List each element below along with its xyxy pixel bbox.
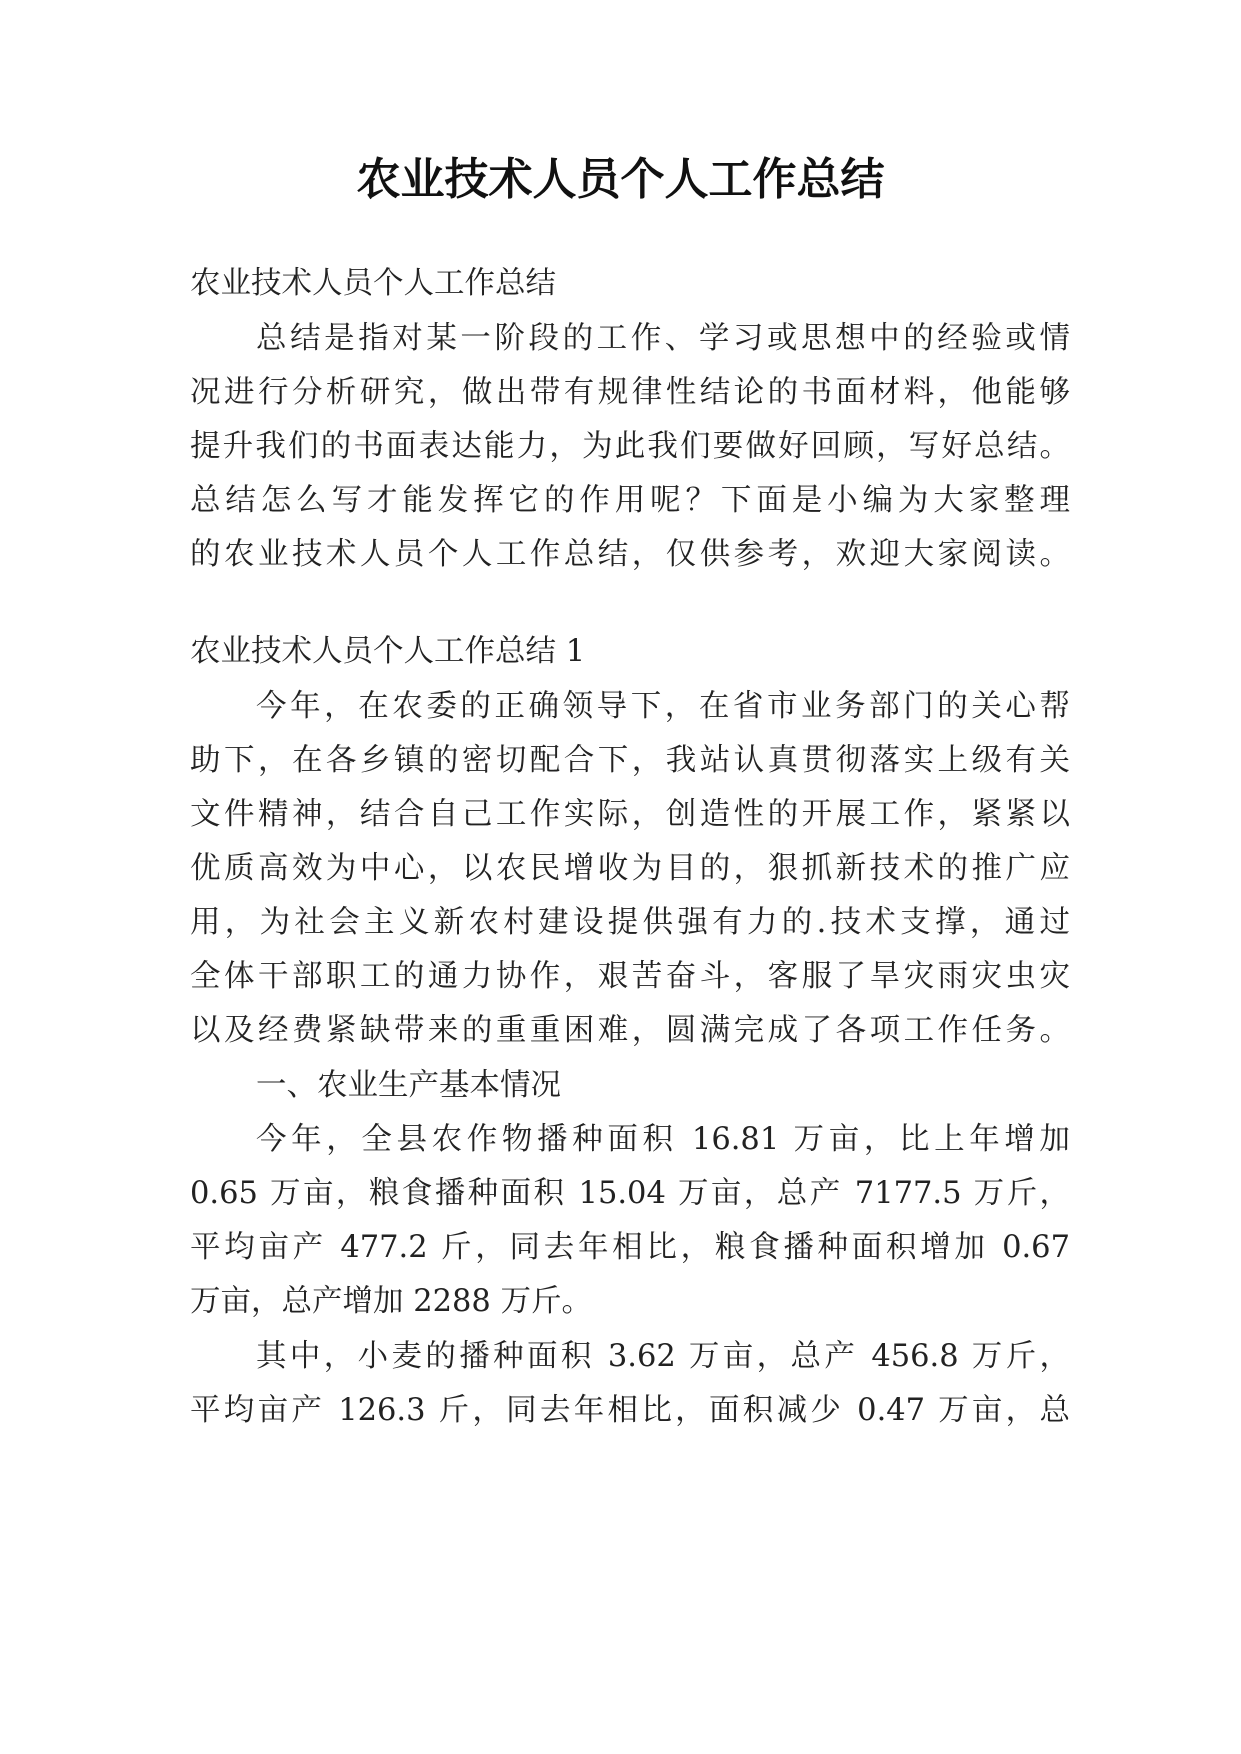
para1-line-3: 文件精神，结合自己工作实际，创造性的开展工作，紧紧以 — [190, 797, 1070, 832]
intro-line-1: 总结是指对某一阶段的工作、学习或思想中的经验或情 — [256, 321, 1070, 356]
section-heading: 农业技术人员个人工作总结 1 — [190, 634, 586, 669]
para1-line-4: 优质高效为中心，以农民增收为目的，狠抓新技术的推广应 — [190, 851, 1070, 886]
para2-line-1: 今年，全县农作物播种面积 16.81 万亩，比上年增加 — [256, 1122, 1070, 1157]
document-subtitle: 农业技术人员个人工作总结 — [190, 266, 556, 301]
para2-line-3: 平均亩产 477.2 斤，同去年相比，粮食播种面积增加 0.67 — [190, 1230, 1070, 1265]
para3-line-2: 平均亩产 126.3 斤，同去年相比，面积减少 0.47 万亩，总 — [190, 1393, 1070, 1428]
intro-line-2: 况进行分析研究，做出带有规律性结论的书面材料，他能够 — [190, 375, 1070, 410]
intro-line-3: 提升我们的书面表达能力，为此我们要做好回顾，写好总结。 — [190, 429, 1070, 464]
sub-heading: 一、农业生产基本情况 — [256, 1068, 561, 1103]
para1-line-5: 用，为社会主义新农村建设提供强有力的.技术支撑，通过 — [190, 905, 1070, 940]
para1-line-6: 全体干部职工的通力协作，艰苦奋斗，客服了旱灾雨灾虫灾 — [190, 959, 1070, 994]
intro-line-5: 的农业技术人员个人工作总结，仅供参考，欢迎大家阅读。 — [190, 537, 1070, 572]
para1-line-1: 今年，在农委的正确领导下，在省市业务部门的关心帮 — [256, 689, 1070, 724]
intro-line-4: 总结怎么写才能发挥它的作用呢？下面是小编为大家整理 — [190, 483, 1070, 518]
para3-line-1: 其中，小麦的播种面积 3.62 万亩，总产 456.8 万斤， — [256, 1339, 1070, 1374]
para2-line-2: 0.65 万亩，粮食播种面积 15.04 万亩，总产 7177.5 万斤， — [190, 1176, 1070, 1211]
para1-line-7: 以及经费紧缺带来的重重困难，圆满完成了各项工作任务。 — [190, 1013, 1070, 1048]
para1-line-2: 助下，在各乡镇的密切配合下，我站认真贯彻落实上级有关 — [190, 743, 1070, 778]
document-title: 农业技术人员个人工作总结 — [356, 154, 885, 205]
para2-line-4: 万亩，总产增加 2288 万斤。 — [190, 1284, 593, 1319]
